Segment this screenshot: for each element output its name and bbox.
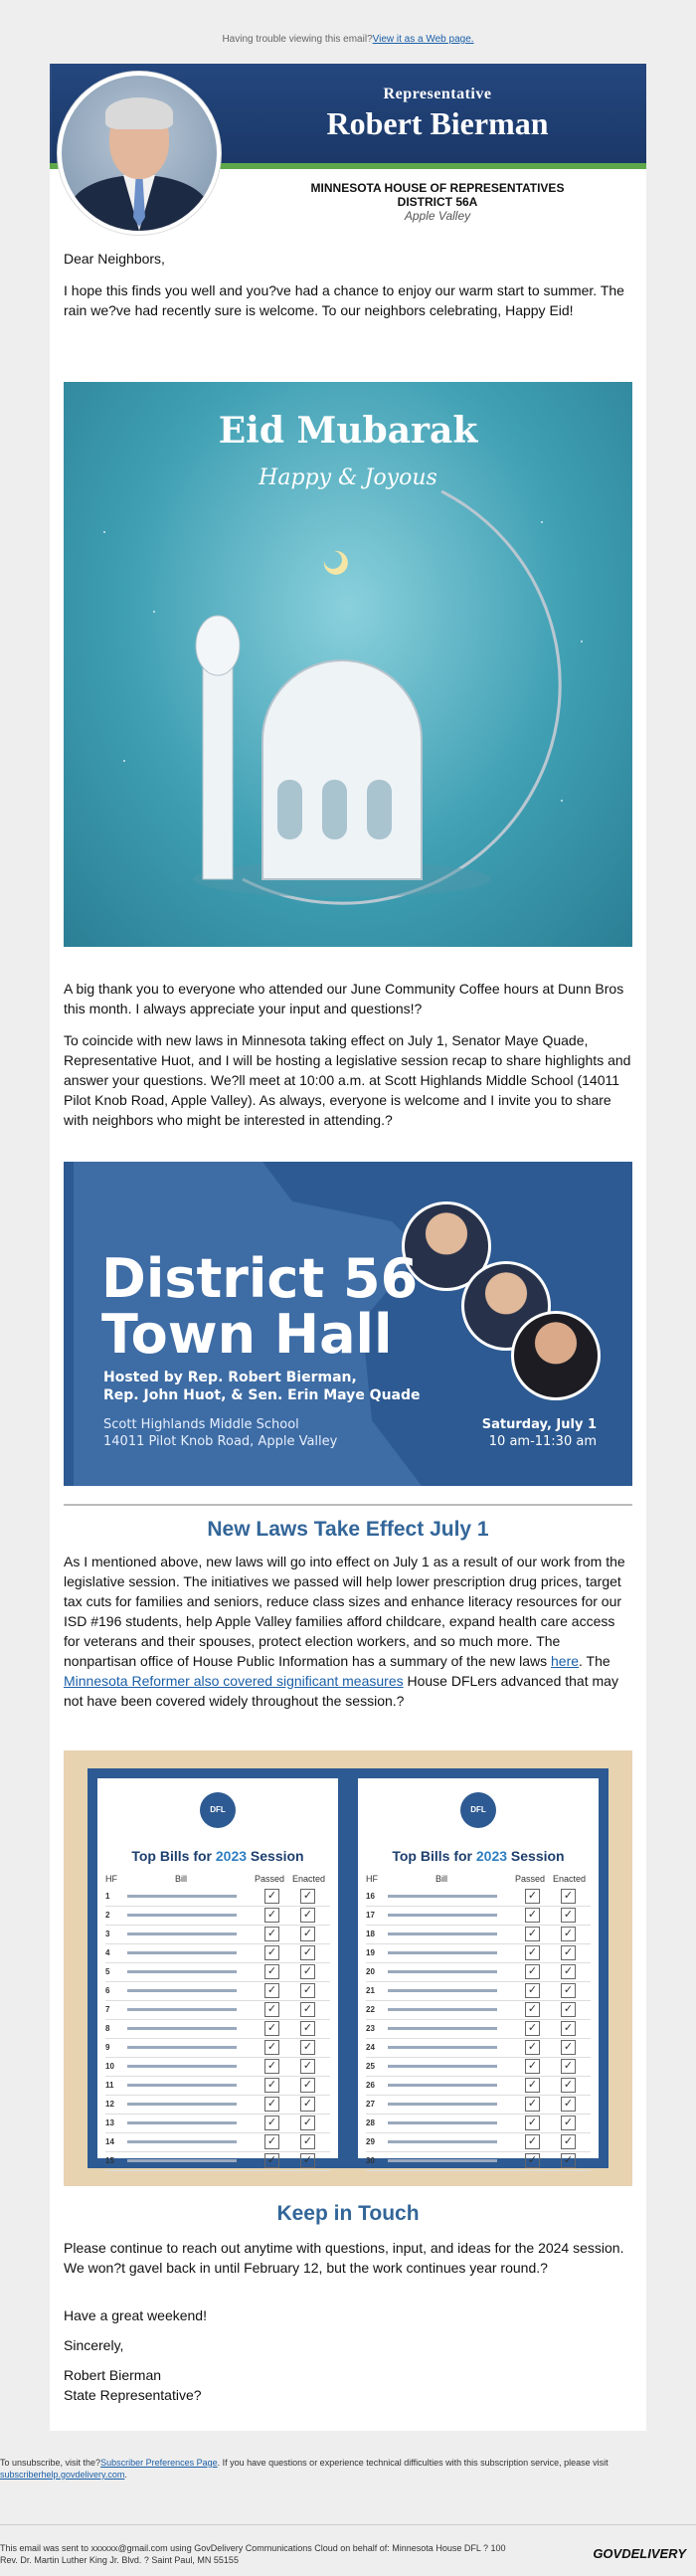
passed-check-icon: ✓ — [525, 1889, 540, 1904]
passed-check-icon: ✓ — [525, 2002, 540, 2017]
eid-subtitle: Happy & Joyous — [259, 465, 437, 490]
poster-right: DFL Top Bills for 2023 Session HF Bill Passed Enacted 16 ✓ ✓ 17 ✓ ✓ 18 ✓ ✓ 19 ✓ ✓ 20 ✓ ✓ 21 ✓ ✓ 22 ✓ ✓ 23 ✓ ✓ 24 ✓ ✓ 25 ✓ ✓ 26 ✓ ✓ 27 ✓ ✓ 28 ✓ ✓ 29 ✓ ✓ 30 ✓ ✓ — [348, 1768, 609, 2168]
bill-title-line — [127, 2065, 237, 2068]
bill-number: 1 — [105, 1892, 110, 1901]
bill-row — [366, 1926, 591, 1944]
bill-number: 11 — [105, 2081, 114, 2090]
subscriber-help-link[interactable]: subscriberhelp.govdelivery.com — [0, 2470, 125, 2480]
townhall-place-line2: 14011 Pilot Knob Road, Apple Valley — [103, 1434, 338, 1449]
bill-row — [105, 1982, 330, 2001]
bill-title-line — [127, 2159, 237, 2162]
passed-check-icon: ✓ — [525, 2116, 540, 2130]
poster-left: DFL Top Bills for 2023 Session HF Bill Passed Enacted 1 ✓ ✓ 2 ✓ ✓ 3 ✓ ✓ 4 ✓ ✓ 5 ✓ ✓ 6 ✓ ✓ 7 ✓ ✓ 8 ✓ ✓ 9 ✓ ✓ 10 ✓ ✓ 11 ✓ ✓ 12 ✓ ✓ 13 ✓ ✓ 14 ✓ ✓ 15 ✓ ✓ — [87, 1768, 348, 2168]
enacted-check-icon: ✓ — [300, 2059, 315, 2074]
bill-number: 5 — [105, 1967, 110, 1976]
bill-number: 12 — [105, 2100, 114, 2109]
bill-number: 30 — [366, 2156, 375, 2165]
passed-check-icon: ✓ — [264, 1889, 279, 1904]
bill-number: 13 — [105, 2118, 114, 2127]
townhall-title-line1: District 56 — [101, 1247, 419, 1310]
passed-check-icon: ✓ — [525, 2078, 540, 2093]
enacted-check-icon: ✓ — [561, 2040, 576, 2055]
sent-line-2: Rev. Dr. Martin Luther King Jr. Blvd. ? Saint Paul, MN 55155 — [0, 2555, 239, 2565]
bill-title-line — [388, 1932, 497, 1935]
bill-row — [366, 2001, 591, 2020]
bill-number: 26 — [366, 2081, 375, 2090]
enacted-check-icon: ✓ — [300, 2134, 315, 2149]
bill-row — [366, 2020, 591, 2039]
enacted-check-icon: ✓ — [300, 2078, 315, 2093]
enacted-check-icon: ✓ — [561, 2153, 576, 2168]
bill-row — [366, 1888, 591, 1907]
coffee-paragraph: A big thank you to everyone who attended our June Community Coffee hours at Dunn Bros this month. I always appreciate your input and questions!? — [64, 981, 624, 1016]
bill-number: 9 — [105, 2043, 110, 2052]
townhall-date-day: Saturday, July 1 — [481, 1417, 597, 1432]
bill-title-line — [127, 2046, 237, 2049]
bill-number: 19 — [366, 1948, 375, 1957]
bill-row — [366, 2077, 591, 2096]
bill-number: 20 — [366, 1967, 375, 1976]
enacted-check-icon: ✓ — [300, 1908, 315, 1923]
weekend-line: Have a great weekend! — [64, 2307, 207, 2323]
bill-number: 28 — [366, 2118, 375, 2127]
preheader-text: Having trouble viewing this email? — [222, 34, 373, 45]
townhall-host-line2: Rep. John Huot, & Sen. Erin Maye Quade — [103, 1387, 421, 1403]
passed-check-icon: ✓ — [525, 1983, 540, 1998]
enacted-check-icon: ✓ — [300, 2021, 315, 2036]
sent-line-1: This email was sent to xxxxxx@gmail.com using GovDelivery Communications Cloud on behalf of: Minnesota House DFL ? 100 — [0, 2543, 506, 2553]
enacted-check-icon: ✓ — [300, 1927, 315, 1941]
dfl-badge-icon: DFL — [200, 1792, 236, 1828]
bill-number: 14 — [105, 2137, 114, 2146]
bill-number: 22 — [366, 2005, 375, 2014]
enacted-check-icon: ✓ — [561, 1908, 576, 1923]
passed-check-icon: ✓ — [525, 2097, 540, 2112]
passed-check-icon: ✓ — [525, 2021, 540, 2036]
passed-check-icon: ✓ — [264, 2078, 279, 2093]
bill-number: 17 — [366, 1911, 375, 1920]
enacted-check-icon: ✓ — [300, 1983, 315, 1998]
bill-row — [105, 2152, 330, 2171]
bill-title-line — [388, 2008, 497, 2011]
passed-check-icon: ✓ — [264, 1964, 279, 1979]
bill-number: 4 — [105, 1948, 110, 1957]
passed-check-icon: ✓ — [264, 2059, 279, 2074]
passed-check-icon: ✓ — [525, 2153, 540, 2168]
laws-text-3: House DFLers advanced that may not have been covered widely throughout the session.? — [64, 1673, 618, 1709]
eid-title: Eid Mubarak — [218, 410, 478, 452]
keep-in-touch-paragraph: Please continue to reach out anytime with questions, input, and ideas for the 2024 session. We won?t gavel back in until February 12, but the work continues year round.? — [64, 2240, 624, 2276]
townhall-host-line1: Hosted by Rep. Robert Bierman, — [103, 1370, 357, 1385]
passed-check-icon: ✓ — [264, 2116, 279, 2130]
passed-check-icon: ✓ — [525, 1927, 540, 1941]
bill-row — [105, 2020, 330, 2039]
enacted-check-icon: ✓ — [561, 2078, 576, 2093]
passed-check-icon: ✓ — [525, 2059, 540, 2074]
bill-number: 15 — [105, 2156, 114, 2165]
bill-number: 10 — [105, 2062, 114, 2071]
bill-title-line — [388, 2046, 497, 2049]
townhall-title-line2: Town Hall — [101, 1303, 393, 1366]
bill-number: 3 — [105, 1930, 110, 1938]
bill-row — [366, 1963, 591, 1982]
bill-number: 16 — [366, 1892, 375, 1901]
subscriber-preferences-link[interactable]: Subscriber Preferences Page — [100, 2458, 218, 2468]
passed-check-icon: ✓ — [264, 1927, 279, 1941]
bill-number: 23 — [366, 2024, 375, 2033]
office-city: Apple Valley — [404, 209, 471, 223]
passed-check-icon: ✓ — [264, 2097, 279, 2112]
bill-number: 6 — [105, 1986, 110, 1995]
passed-check-icon: ✓ — [264, 2134, 279, 2149]
bill-row — [366, 2058, 591, 2077]
bill-title-line — [127, 2140, 237, 2143]
enacted-check-icon: ✓ — [561, 2116, 576, 2130]
bill-number: 25 — [366, 2062, 375, 2071]
bill-row — [105, 1944, 330, 1963]
enacted-check-icon: ✓ — [300, 1945, 315, 1960]
enacted-check-icon: ✓ — [561, 2021, 576, 2036]
bill-row — [105, 2096, 330, 2115]
bill-title-line — [127, 1932, 237, 1935]
enacted-check-icon: ✓ — [300, 2002, 315, 2017]
bill-row — [105, 2058, 330, 2077]
bill-number: 7 — [105, 2005, 110, 2014]
townhall-place — [103, 1416, 337, 1450]
enacted-check-icon: ✓ — [300, 2040, 315, 2055]
bill-row — [366, 1982, 591, 2001]
section-divider — [64, 1504, 632, 1506]
bill-title-line — [388, 1914, 497, 1917]
office-house: MINNESOTA HOUSE OF REPRESENTATIVES — [310, 181, 565, 195]
passed-check-icon: ✓ — [525, 1908, 540, 1923]
bill-row — [105, 2001, 330, 2020]
enacted-check-icon: ✓ — [561, 1945, 576, 1960]
unsubscribe-notice — [0, 2457, 696, 2481]
bill-row — [105, 1963, 330, 1982]
sent-notice — [0, 2542, 577, 2566]
townhall-time: 10 am-11:30 am — [488, 1434, 597, 1449]
enacted-check-icon: ✓ — [300, 1889, 315, 1904]
bill-title-line — [388, 1970, 497, 1973]
bill-row — [105, 1888, 330, 1907]
bill-number: 8 — [105, 2024, 110, 2033]
enacted-check-icon: ✓ — [300, 2153, 315, 2168]
bill-row — [105, 1907, 330, 1926]
dfl-badge-icon: DFL — [460, 1792, 496, 1828]
bill-row — [105, 2077, 330, 2096]
townhall-date — [482, 1416, 597, 1450]
bill-title-line — [388, 1989, 497, 1992]
bill-number: 27 — [366, 2100, 375, 2109]
passed-check-icon: ✓ — [525, 2040, 540, 2055]
view-web-link[interactable]: View it as a Web page. — [372, 34, 474, 45]
preheader — [0, 34, 696, 45]
passed-check-icon: ✓ — [264, 2040, 279, 2055]
enacted-check-icon: ✓ — [561, 2134, 576, 2149]
enacted-check-icon: ✓ — [561, 1983, 576, 1998]
laws-summary-link[interactable]: here — [551, 1653, 580, 1669]
signature-name: Robert Bierman — [64, 2367, 162, 2383]
bill-number: 18 — [366, 1930, 375, 1938]
bill-title-line — [127, 2084, 237, 2087]
bill-row — [366, 2152, 591, 2171]
poster-right-title: Top Bills for 2023 Session — [392, 1848, 565, 1864]
enacted-check-icon: ✓ — [561, 1964, 576, 1979]
enacted-check-icon: ✓ — [561, 2097, 576, 2112]
enacted-check-icon: ✓ — [300, 1964, 315, 1979]
bill-row — [366, 2096, 591, 2115]
passed-check-icon: ✓ — [264, 1908, 279, 1923]
eid-mubarak-image — [64, 382, 632, 947]
unsub-text-2: . If you have questions or experience technical difficulties with this subscription service, please visit — [217, 2458, 609, 2468]
enacted-check-icon: ✓ — [300, 2116, 315, 2130]
bill-row — [105, 1926, 330, 1944]
bill-row — [366, 1907, 591, 1926]
portrait-maye-quade — [511, 1311, 601, 1400]
govdelivery-logo[interactable]: GOVDELIVERY — [593, 2546, 686, 2561]
bill-title-line — [388, 2027, 497, 2030]
bill-title-line — [127, 2121, 237, 2124]
passed-check-icon: ✓ — [264, 1945, 279, 1960]
enacted-check-icon: ✓ — [561, 1927, 576, 1941]
enacted-check-icon: ✓ — [561, 1889, 576, 1904]
footer-divider — [0, 2524, 696, 2525]
passed-check-icon: ✓ — [525, 2134, 540, 2149]
poster-left-title: Top Bills for 2023 Session — [131, 1848, 304, 1864]
unsub-text-3: . — [124, 2470, 127, 2480]
keep-in-touch-heading: Keep in Touch — [276, 2202, 420, 2225]
passed-check-icon: ✓ — [264, 2021, 279, 2036]
representative-avatar — [58, 72, 221, 235]
bill-title-line — [388, 1951, 497, 1954]
enacted-check-icon: ✓ — [300, 2097, 315, 2112]
bill-title-line — [388, 2103, 497, 2106]
passed-check-icon: ✓ — [264, 2002, 279, 2017]
poster-left-rows — [105, 1888, 330, 2171]
passed-check-icon: ✓ — [525, 1945, 540, 1960]
bill-row — [366, 1944, 591, 1963]
top-bills-photo — [64, 1750, 632, 2186]
bill-title-line — [127, 1951, 237, 1954]
bill-title-line — [388, 2140, 497, 2143]
reformer-link[interactable]: Minnesota Reformer also covered significant measures — [64, 1673, 404, 1689]
bill-number: 21 — [366, 1986, 375, 1995]
sincerely-line: Sincerely, — [64, 2337, 124, 2353]
townhall-intro-paragraph: To coincide with new laws in Minnesota taking effect on July 1, Senator Maye Quade, Representative Huot, and I will be hosting a legislative session recap to share highlights and answer your questions. We?ll meet at 10:00 a.m. at Scott Highlands Middle School (14011 Pilot Knob Road, Apple Valley). As always, everyone is welcome and I invite you to share with neighbors who might be interested in attending.? — [64, 1032, 631, 1128]
laws-heading: New Laws Take Effect July 1 — [207, 1518, 489, 1541]
bill-row — [366, 2133, 591, 2152]
bill-title-line — [127, 1970, 237, 1973]
bill-title-line — [127, 2103, 237, 2106]
laws-text-2: . The — [579, 1653, 610, 1669]
passed-check-icon: ✓ — [264, 1983, 279, 1998]
greeting: Dear Neighbors, — [64, 251, 165, 267]
bill-row — [105, 2133, 330, 2152]
laws-paragraph — [64, 1552, 632, 1711]
office-block — [268, 181, 607, 223]
bill-row — [105, 2115, 330, 2133]
signature-title: State Representative? — [64, 2387, 202, 2403]
bill-row — [105, 2039, 330, 2058]
townhall-title — [101, 1247, 419, 1366]
townhall-hosts — [103, 1369, 421, 1404]
laws-text-1: As I mentioned above, new laws will go into effect on July 1 as a result of our work from the legislative session. The initiatives we passed will help lower prescription drug prices, target tax cuts for families and seniors, reduce class sizes and enhance literacy resources for our ISD #196 students, help Apple Valley families afford childcare, expand health care access for veterans and their spouses, protect election workers, and so much more. The nonpartisan office of House Public Information has a summary of the new laws — [64, 1554, 625, 1669]
townhall-image — [64, 1162, 632, 1486]
bill-number: 24 — [366, 2043, 375, 2052]
bill-number: 29 — [366, 2137, 375, 2146]
office-district: DISTRICT 56A — [397, 195, 478, 209]
bill-title-line — [388, 2084, 497, 2087]
bill-row — [366, 2039, 591, 2058]
email-card — [50, 64, 646, 2431]
bill-title-line — [388, 2159, 497, 2162]
passed-check-icon: ✓ — [525, 1964, 540, 1979]
bill-row — [366, 2115, 591, 2133]
crescent-mosque-icon — [64, 382, 632, 947]
banner-title-big: Robert Bierman — [326, 105, 549, 141]
unsub-text-1: To unsubscribe, visit the? — [0, 2458, 101, 2468]
bill-title-line — [127, 2008, 237, 2011]
poster-right-rows — [366, 1888, 591, 2171]
bill-number: 2 — [105, 1911, 110, 1920]
enacted-check-icon: ✓ — [561, 2059, 576, 2074]
intro-paragraph: I hope this finds you well and you?ve had a chance to enjoy our warm start to summer. The rain we?ve had recently sure is welcome. To our neighbors celebrating, Happy Eid! — [64, 282, 624, 318]
passed-check-icon: ✓ — [264, 2153, 279, 2168]
bill-title-line — [127, 2027, 237, 2030]
townhall-place-line1: Scott Highlands Middle School — [103, 1417, 299, 1432]
bill-title-line — [127, 1895, 237, 1898]
banner-title-small: Representative — [383, 86, 492, 102]
bill-title-line — [388, 1895, 497, 1898]
bill-title-line — [127, 1914, 237, 1917]
bill-title-line — [127, 1989, 237, 1992]
enacted-check-icon: ✓ — [561, 2002, 576, 2017]
bill-title-line — [388, 2121, 497, 2124]
bill-title-line — [388, 2065, 497, 2068]
